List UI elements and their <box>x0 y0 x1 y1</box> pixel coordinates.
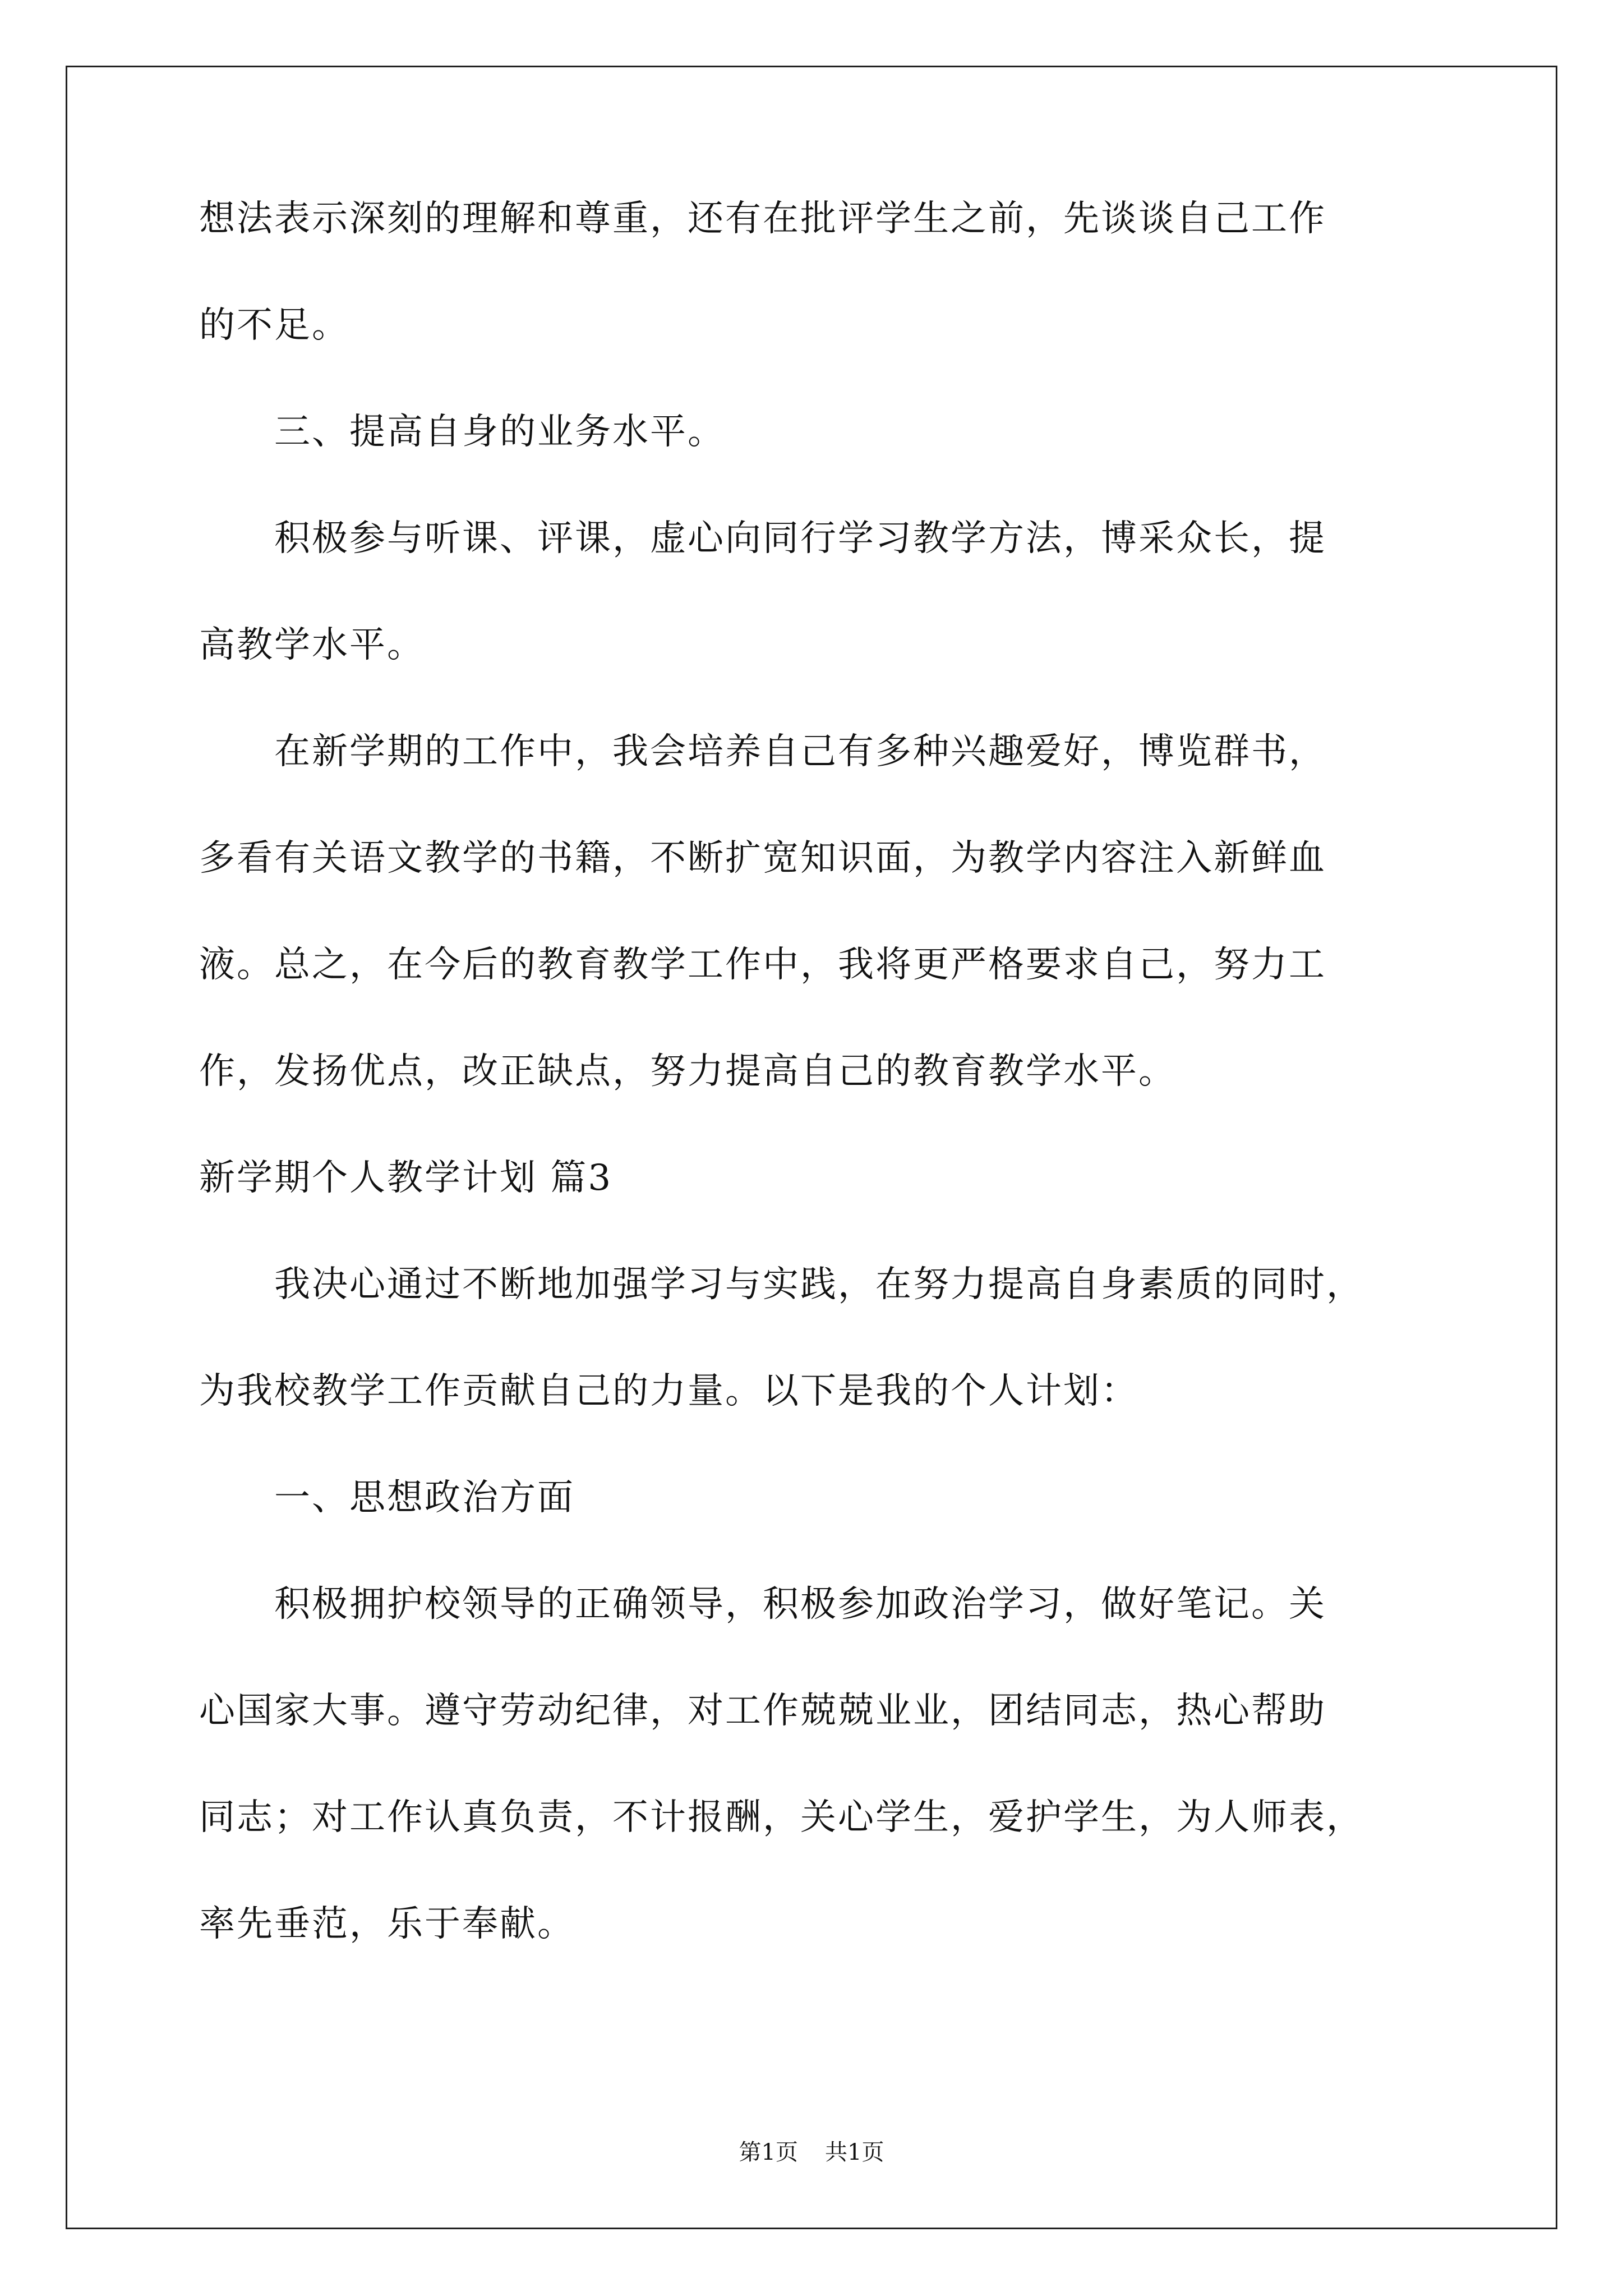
text-line: 多看有关语文教学的书籍，不断扩宽知识面，为教学内容注入新鲜血 <box>199 838 1326 879</box>
text-line: 积极拥护校领导的正确领导，积极参加政治学习，做好笔记。关 <box>199 1584 1326 1625</box>
text-line: 在新学期的工作中，我会培养自己有多种兴趣爱好，博览群书， <box>199 731 1326 772</box>
text-line: 为我校教学工作贡献自己的力量。以下是我的个人计划： <box>199 1370 1138 1412</box>
page-number-current: 第1页 <box>739 2139 798 2165</box>
text-line: 想法表示深刻的理解和尊重，还有在批评学生之前，先谈谈自己工作 <box>199 198 1326 240</box>
text-line: 液。总之，在今后的教育教学工作中，我将更严格要求自己，努力工 <box>199 944 1326 986</box>
page-number-total: 共1页 <box>825 2139 884 2165</box>
text-line: 心国家大事。遵守劳动纪律，对工作兢兢业业，团结同志，热心帮助 <box>199 1690 1326 1732</box>
text-line: 积极参与听课、评课，虚心向同行学习教学方法，博采众长，提 <box>199 518 1326 559</box>
text-line: 同志；对工作认真负责，不计报酬，关心学生，爱护学生，为人师表， <box>199 1797 1364 1838</box>
text-line: 高教学水平。 <box>199 624 425 666</box>
text-line: 作，发扬优点，改正缺点，努力提高自己的教育教学水平。 <box>199 1051 1176 1092</box>
text-line: 的不足。 <box>199 305 349 346</box>
section-heading: 一、思想政治方面 <box>199 1477 575 1519</box>
text-line: 率先垂范，乐于奉献。 <box>199 1903 575 1945</box>
text-line: 我决心通过不断地加强学习与实践，在努力提高自身素质的同时， <box>199 1264 1364 1305</box>
page-footer <box>0 2141 1623 2164</box>
article-title: 新学期个人教学计划 篇3 <box>199 1157 613 1199</box>
section-heading: 三、提高自身的业务水平。 <box>199 411 725 453</box>
